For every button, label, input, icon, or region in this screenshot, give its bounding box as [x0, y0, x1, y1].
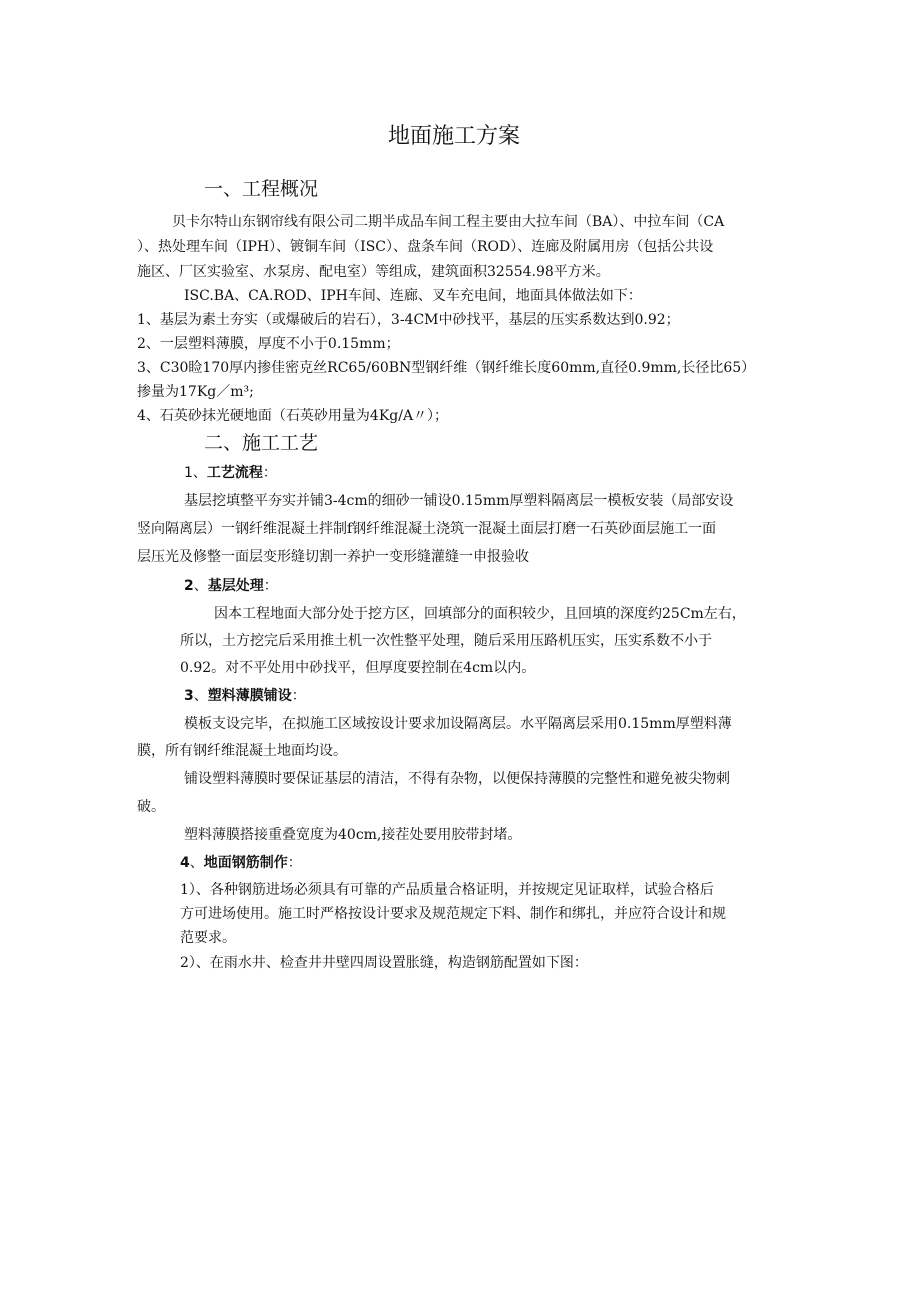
spec-item-3-cont: 掺量为17Kg／m³; [137, 384, 254, 400]
section-1-heading: 一、工程概况 [204, 178, 319, 200]
section-2-heading: 二、施工工艺 [204, 432, 319, 454]
subheading-label: 地面钢筋制作 [203, 855, 288, 871]
base-line-3: 0.92。对不平处用中砂找平，但厚度要控制在4cm以内。 [180, 660, 536, 676]
rebar-line-1: 1）、各种钢筋进场必须具有可靠的产品质量合格证明，并按规定见证取样，试验合格后 [180, 882, 714, 898]
flow-line-1: 基层挖填整平夯实并铺3-4cm的细砂一铺设0.15mm厚塑料隔离层一模板安装（局部安设 [184, 493, 734, 509]
subheading-process-flow [184, 463, 277, 483]
subheading-number: 4 [180, 855, 190, 871]
subheading-label: 塑料薄膜铺设 [207, 688, 292, 704]
intro-line-4: ISC.BA、CA.ROD、IPH车间、连廊、叉车充电间，地面具体做法如下： [184, 288, 642, 304]
film-line-2: 膜，所有钢纤维混凝土地面均设。 [137, 743, 347, 759]
subheading-base-treatment [184, 576, 278, 596]
spec-item-2: 2、一层塑料薄膜，厚度不小于0.15mm； [137, 336, 400, 352]
rebar-line-2: 方可进场使用。施工时严格按设计要求及规范规定下料、制作和绑扎，并应符合设计和规 [180, 906, 726, 922]
subheading-separator: 、 [189, 855, 204, 871]
subheading-colon: ： [287, 855, 302, 871]
flow-line-2: 竖向隔离层）一钢纤维混凝土拌制f钢纤维混凝土浇筑一混凝土面层打磨一石英砂面层施工一面 [137, 521, 717, 537]
film-line-4: 破。 [137, 799, 165, 815]
film-line-3: 铺设塑料薄膜时要保证基层的清洁，不得有杂物，以便保持薄膜的完整性和避免被尖物刺 [184, 771, 730, 787]
spec-item-1: 1、基层为素土夯实（或爆破后的岩石），3-4CM中砂找平，基层的压实系数达到0.92； [137, 312, 680, 328]
subheading-colon: ： [291, 688, 306, 704]
subheading-separator: 、 [193, 578, 208, 594]
base-line-1: 因本工程地面大部分处于挖方区，回填部分的面积较少，且回填的深度约25Cm左右， [214, 606, 746, 622]
spec-item-3: 3、C30睑170厚内掺佳密克丝RC65/60BN型钢纤维（钢纤维长度60mm,直径0.9mm,长径比65） [137, 360, 756, 376]
intro-line-2: ）、热处理车间（IPH）、镀铜车间（ISC）、盘条车间（ROD）、连廊及附属用房（包括公共设 [137, 239, 714, 255]
film-line-1: 模板支设完毕，在拟施工区域按设计要求加设隔离层。水平隔离层采用0.15mm厚塑料薄 [184, 716, 732, 732]
intro-line-1: 贝卡尔特山东钢帘线有限公司二期半成品车间工程主要由大拉车间（BA）、中拉车间（CA [172, 214, 725, 230]
subheading-label: 工艺流程 [206, 465, 263, 481]
subheading-number: 2 [184, 578, 194, 594]
subheading-separator: 、 [193, 688, 208, 704]
subheading-colon: ： [263, 578, 278, 594]
subheading-colon: ： [262, 465, 277, 481]
film-line-5: 塑料薄膜搭接重叠宽度为40cm,接茬处要用胶带封堵。 [184, 827, 522, 843]
flow-line-3: 层压光及修整一面层变形缝切割一养护一变形缝灌缝一申报验收 [137, 549, 529, 565]
rebar-line-4: 2）、在雨水井、检查井井壁四周设置胀缝，构造钢筋配置如下图： [180, 955, 588, 971]
base-line-2: 所以，土方挖完后采用推土机一次性整平处理，随后采用压路机压实，压实系数不小于 [180, 633, 712, 649]
rebar-line-3: 范要求。 [180, 930, 236, 946]
subheading-rebar [180, 853, 302, 873]
spec-item-4: 4、石英砂抹光硬地面（石英砂用量为4Kg/A〃）； [137, 408, 449, 424]
subheading-plastic-film [184, 686, 306, 706]
subheading-number: 3 [184, 688, 194, 704]
intro-line-3: 施区、厂区实验室、水泵房、配电室）等组成，建筑面积32554.98平方米。 [137, 264, 610, 280]
subheading-label: 基层处理 [207, 578, 264, 594]
page-title: 地面施工方案 [388, 124, 521, 149]
subheading-separator: 、 [192, 465, 207, 481]
subheading-number: 1 [184, 465, 193, 481]
